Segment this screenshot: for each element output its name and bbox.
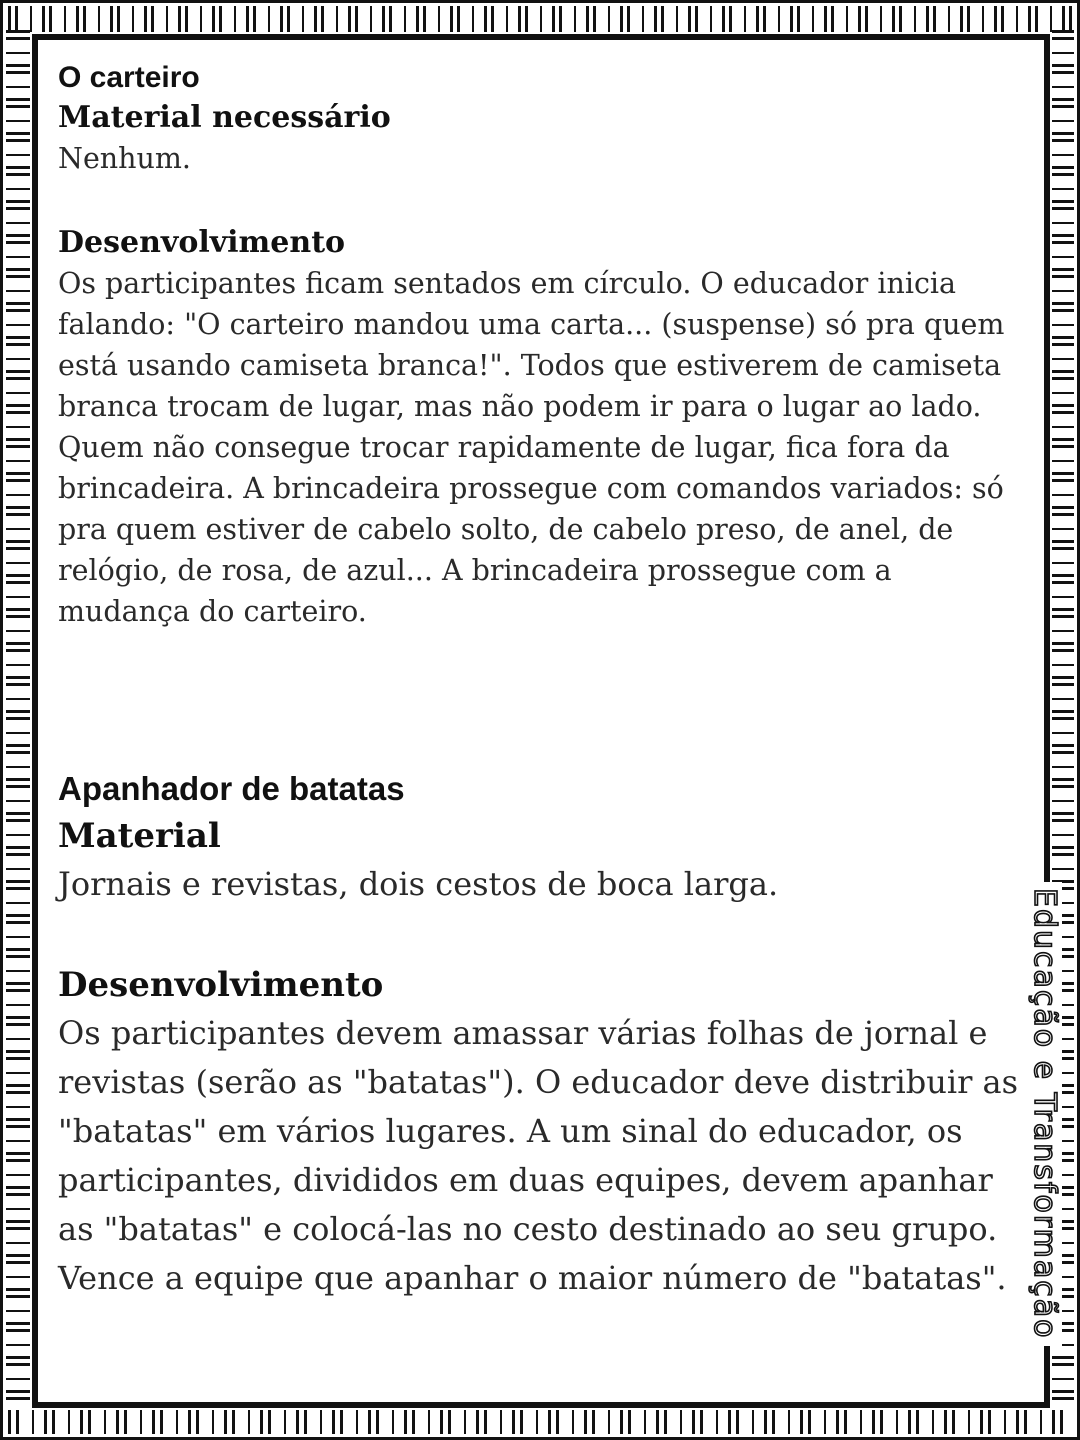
material-text: Jornais e revistas, dois cestos de boca larga.	[58, 865, 779, 903]
decorative-border-bottom	[8, 1410, 1072, 1434]
material-text: Nenhum.	[58, 142, 191, 175]
watermark: Educação e Transformação	[1027, 882, 1062, 1346]
section-o-carteiro	[58, 58, 1024, 632]
section-title: O carteiro	[58, 61, 200, 94]
section-apanhador-de-batatas	[58, 766, 1024, 1303]
development-text: Os participantes devem amassar várias folhas de jornal e revistas (serão as "batatas"). O educador deve distribuir as "batatas" em vários lugares. A um sinal do educador, os participantes, divididos em duas equipes, devem apanhar as "batatas" e colocá-las no cesto destinado ao seu grupo. Vence a equipe que apanhar o maior número de "batatas".	[58, 1014, 1019, 1297]
development-heading: Desenvolvimento	[58, 225, 346, 260]
content-box	[32, 34, 1050, 1408]
development-heading: Desenvolvimento	[58, 965, 384, 1005]
decorative-border-top	[8, 6, 1072, 32]
development-text: Os participantes ficam sentados em círculo. O educador inicia falando: "O carteiro mandou uma carta... (suspense) só pra quem está usando camiseta branca!". Todos que estiverem de camiseta branca trocam de lugar, mas não podem ir para o lugar ao lado. Quem não consegue trocar rapidamente de lugar, fica fora da brincadeira. A brincadeira prossegue com comandos variados: só pra quem estiver de cabelo solto, de cabelo preso, de anel, de relógio, de rosa, de azul... A brincadeira prossegue com a mudança do carteiro.	[58, 267, 1005, 628]
material-heading: Material	[58, 816, 221, 856]
material-heading: Material necessário	[58, 100, 391, 135]
section-title: Apanhador de batatas	[58, 770, 405, 807]
decorative-border-left	[6, 30, 30, 1410]
